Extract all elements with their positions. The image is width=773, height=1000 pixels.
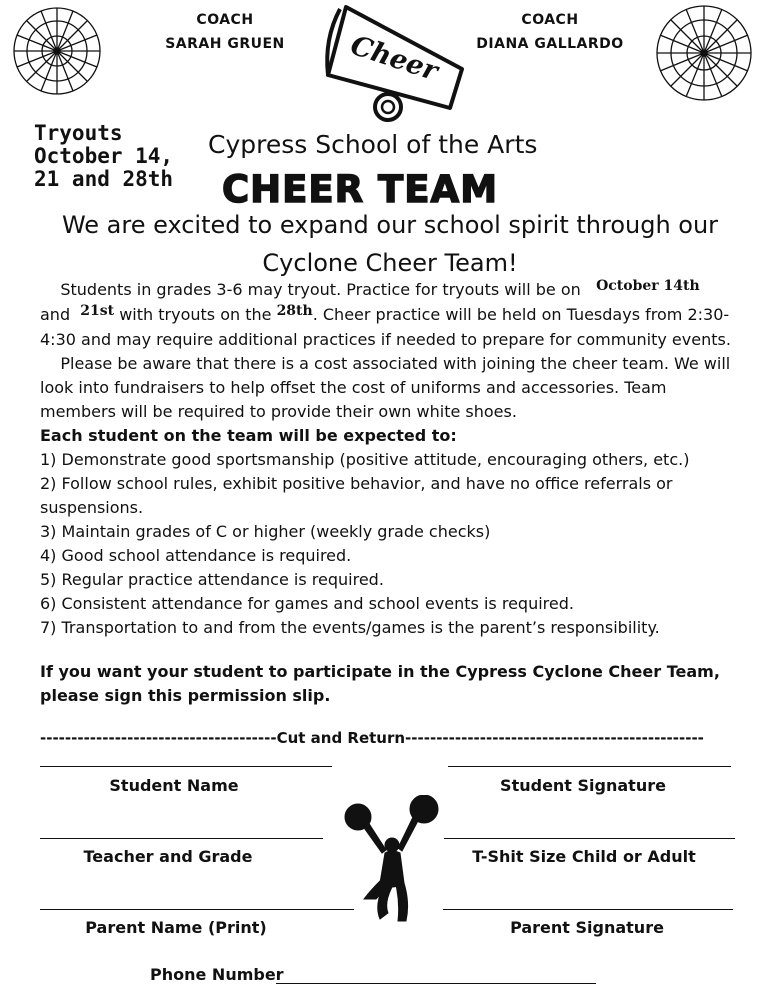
parent-name-line[interactable] <box>40 909 354 910</box>
parent-signature-label: Parent Signature <box>510 918 664 937</box>
practice-text-a: Students in grades 3-6 may tryout. Practice for tryouts will be on <box>60 280 581 299</box>
paragraph-practice <box>40 278 740 352</box>
expectation-item: 1) Demonstrate good sportsmanship (positive attitude, encouraging others, etc.) <box>40 450 690 469</box>
date-october-14th: October 14th <box>596 278 700 294</box>
coach-right-title: COACH <box>521 12 579 28</box>
student-signature-label: Student Signature <box>500 776 666 795</box>
headline: We are excited to expand our school spirit through our Cyclone Cheer Team! <box>61 211 719 277</box>
expectation-item: 2) Follow school rules, exhibit positive behavior, and have no office referrals or suspensions. <box>40 474 673 517</box>
pom-pom-right-icon <box>652 3 756 103</box>
cut-line: --------------------------------------Cut and Return------------------------------------------------ <box>40 729 704 747</box>
paragraph-cost <box>40 352 740 424</box>
permission-text: If you want your student to participate in the Cypress Cyclone Cheer Team, please sign this permission slip. <box>40 662 720 705</box>
parent-signature-line[interactable] <box>443 909 733 910</box>
practice-text-b: and <box>40 305 71 324</box>
cost-text: Please be aware that there is a cost associated with joining the cheer team. We will look into fundraisers to help offset the cost of uniforms and accessories. Team members will be required to provide their own white shoes. <box>40 354 731 421</box>
expectations-heading: Each student on the team will be expected to: <box>40 426 457 445</box>
school-name: Cypress School of the Arts <box>208 130 538 159</box>
tshirt-size-label: T-Shit Size Child or Adult <box>472 847 696 866</box>
student-name-line[interactable] <box>40 766 332 767</box>
coach-right <box>465 8 635 56</box>
expectation-item: 4) Good school attendance is required. <box>40 546 352 565</box>
date-28th: 28th <box>276 303 313 319</box>
coach-left-title: COACH <box>196 12 254 28</box>
spacer <box>40 640 740 660</box>
coach-right-name: DIANA GALLARDO <box>476 36 624 52</box>
tryouts-dates: Tryouts October 14, 21 and 28th <box>34 121 174 191</box>
megaphone-label: Cheer <box>346 29 442 88</box>
student-name-label: Student Name <box>109 776 239 795</box>
megaphone-icon <box>318 3 468 123</box>
practice-text-d: . Cheer practice will be held on Tuesdays from 2:30-4:30 and may require additional practices if needed to prepare for community events. <box>40 305 731 349</box>
body-text <box>40 278 740 708</box>
practice-text-c: with tryouts on the <box>119 305 272 324</box>
expectation-item: 7) Transportation to and from the events/games is the parent’s responsibility. <box>40 618 660 637</box>
cheerleader-icon <box>340 795 445 925</box>
coach-left <box>150 8 300 56</box>
teacher-grade-label: Teacher and Grade <box>83 847 253 866</box>
parent-name-label: Parent Name (Print) <box>85 918 267 937</box>
phone-label: Phone Number <box>150 965 284 984</box>
expectation-item: 6) Consistent attendance for games and school events is required. <box>40 594 574 613</box>
phone-line[interactable] <box>276 983 596 984</box>
expectation-item: 5) Regular practice attendance is required. <box>40 570 384 589</box>
date-21st: 21st <box>80 303 115 319</box>
pom-pom-left-icon <box>10 5 104 97</box>
teacher-grade-line[interactable] <box>40 838 323 839</box>
page-title: CHEER TEAM <box>222 168 499 211</box>
tshirt-size-line[interactable] <box>444 838 735 839</box>
coach-left-name: SARAH GRUEN <box>165 36 285 52</box>
student-signature-line[interactable] <box>448 766 731 767</box>
expectation-item: 3) Maintain grades of C or higher (weekly grade checks) <box>40 522 491 541</box>
